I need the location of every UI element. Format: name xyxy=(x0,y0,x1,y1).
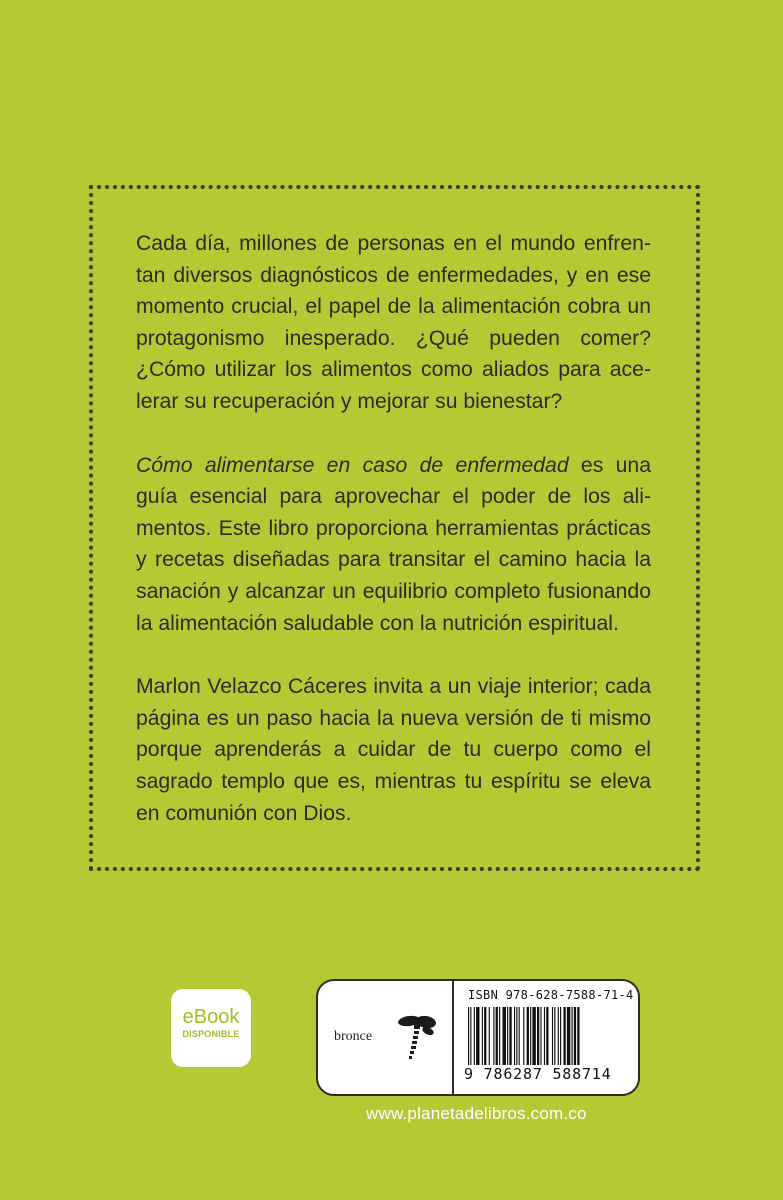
blurb-paragraph-2-text: es una guía esencial para aprovechar el poder de los alimentos. Este libro proporciona herramientas prácticas y recetas diseñadas para transitar el camino hacia la sanación y alcanzar un equilibrio completo fusionando la alimentación saludable con la nutrición espiritual. xyxy=(136,453,651,635)
barcode-bar xyxy=(554,1007,555,1065)
isbn-number: ISBN 978-628-7588-71-4 xyxy=(468,988,634,1002)
barcode-bar xyxy=(482,1007,483,1065)
publisher-imprint: bronce xyxy=(334,1029,373,1044)
barcode-bar xyxy=(560,1007,561,1065)
barcode-bar xyxy=(514,1007,515,1065)
barcode-divider xyxy=(452,981,454,1094)
barcode-bar xyxy=(558,1007,559,1065)
barcode-bar xyxy=(544,1007,545,1065)
barcode-bar xyxy=(552,1007,553,1065)
back-cover-blurb xyxy=(136,228,651,829)
barcode-bar xyxy=(527,1007,529,1065)
barcode-bar xyxy=(574,1007,576,1065)
barcode-bar xyxy=(532,1007,535,1065)
blurb-paragraph-1: Cada día, millones de personas en el mundo enfrentan diversos diagnósticos de enfermedades, y en ese momento crucial, el papel de la alimentación cobra un protagonismo inesperado. ¿Qué pueden comer? ¿Cómo utilizar los alimentos como aliados para acelerar su recuperación y mejorar su bienestar? xyxy=(136,232,651,413)
barcode-bar xyxy=(499,1007,500,1065)
barcode-panel xyxy=(316,979,640,1096)
dragonfly-logo-icon xyxy=(398,1011,436,1061)
barcode-bar xyxy=(503,1007,506,1065)
publisher-website[interactable]: www.planetadelibros.com.co xyxy=(366,1104,587,1123)
barcode-bar xyxy=(468,1007,469,1065)
barcode-bar xyxy=(523,1007,524,1065)
ebook-sublabel: DISPONIBLE xyxy=(182,1029,240,1039)
barcode-bar xyxy=(509,1007,511,1065)
barcode-bar xyxy=(474,1007,475,1065)
barcode-bar xyxy=(546,1007,548,1065)
ebook-badge xyxy=(171,989,251,1067)
barcode-bars xyxy=(468,1007,628,1065)
barcode-bar xyxy=(489,1007,490,1065)
barcode-bar xyxy=(496,1007,498,1065)
barcode-bar xyxy=(470,1007,471,1065)
barcode-bar xyxy=(493,1007,494,1065)
barcode-bar xyxy=(572,1007,573,1065)
blurb-paragraph-2 xyxy=(136,450,651,640)
barcode-bar xyxy=(567,1007,570,1065)
barcode-bar xyxy=(530,1007,531,1065)
barcode-bar xyxy=(507,1007,508,1065)
barcode-bar xyxy=(537,1007,539,1065)
barcode-bar xyxy=(563,1007,565,1065)
barcode-bar xyxy=(476,1007,479,1065)
ean-number: 9 786287 588714 xyxy=(464,1065,612,1083)
ebook-label: eBook xyxy=(182,1006,240,1028)
barcode-bar xyxy=(484,1007,486,1065)
blurb-paragraph-3: Marlon Velazco Cáceres invita a un viaje interior; cada página es un paso hacia la nueva versión de ti mismo porque aprenderás a cuidar de tu cuerpo como el sagrado templo que es, mientras tu espíritu se eleva en comunión con Dios. xyxy=(136,675,651,825)
barcode-bar xyxy=(516,1007,517,1065)
barcode-bar xyxy=(519,1007,520,1065)
book-title: Cómo alimentarse en caso de enfermedad xyxy=(136,453,569,477)
barcode-bar xyxy=(577,1007,579,1065)
barcode-bar xyxy=(540,1007,541,1065)
